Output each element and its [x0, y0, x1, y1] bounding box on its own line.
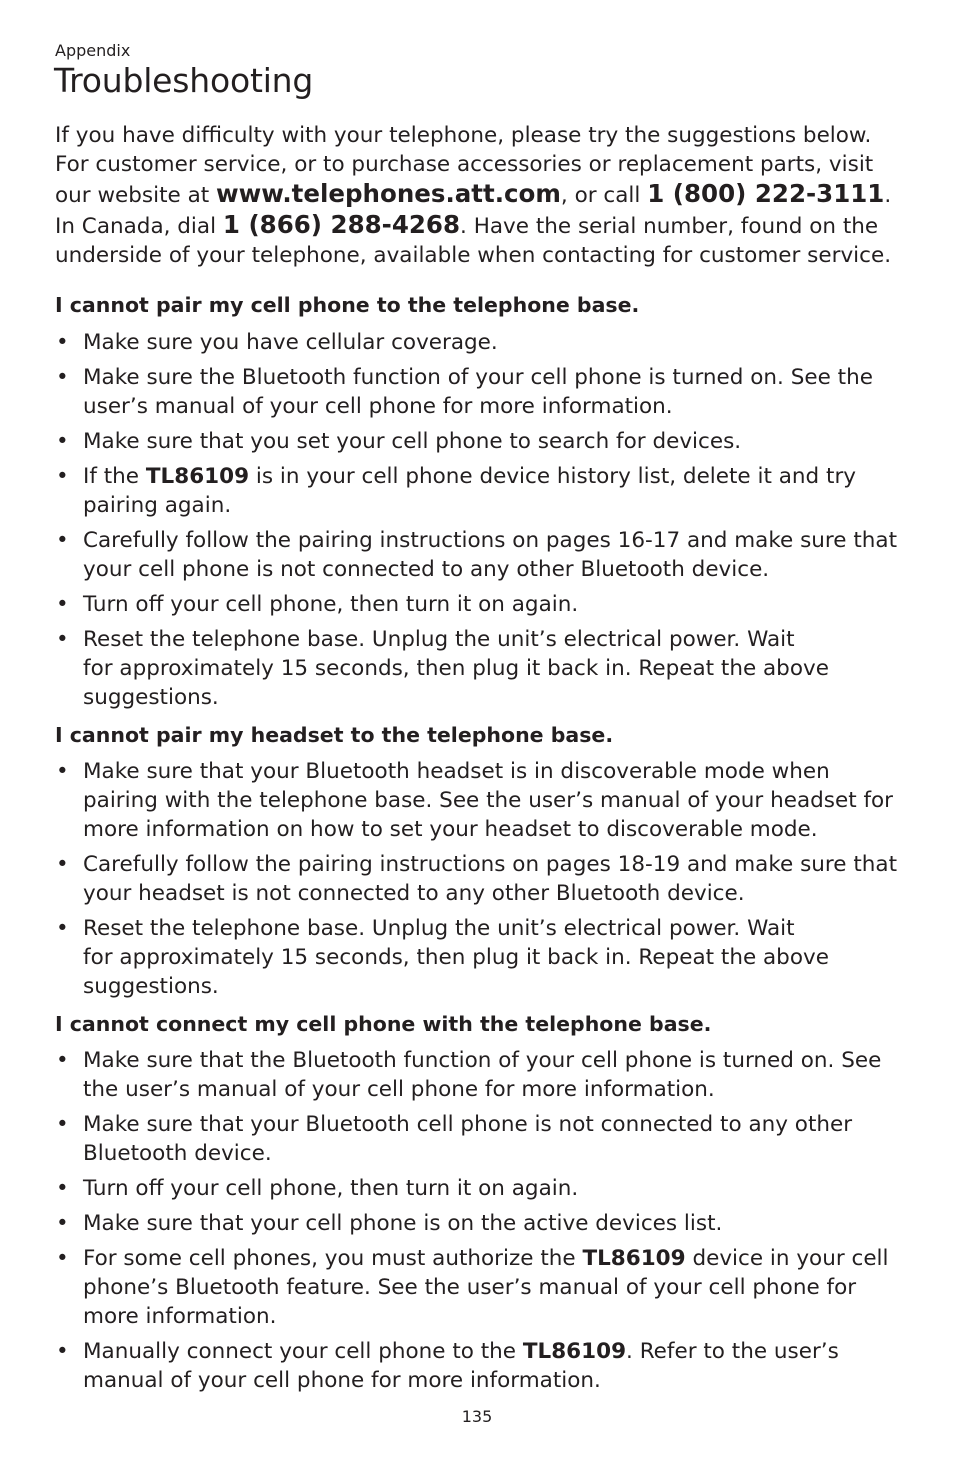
- intro-text: underside of your telephone, available when contacting for customer service.: [55, 243, 892, 268]
- section-heading: I cannot connect my cell phone with the telephone base.: [55, 1012, 712, 1036]
- list-item-text: Reset the telephone base. Unplug the unit’s electrical power. Wait: [83, 627, 795, 652]
- list-item-text: Make sure that your Bluetooth cell phone is not connected to any other Bluetooth device.: [83, 1112, 853, 1166]
- list-item-text: Make sure you have cellular coverage.: [83, 330, 498, 355]
- page-number: 135: [461, 1407, 493, 1426]
- intro-text: For customer service, or to purchase accessories or replacement parts, visit: [55, 152, 874, 177]
- intro-paragraph: [55, 121, 900, 270]
- suggestion-list: [55, 328, 900, 712]
- phone-number-canada: 1 (866) 288-4268: [222, 210, 461, 239]
- list-item-text: Carefully follow the pairing instructions on pages 16-17 and make sure that your cell phone is not connected to any other Bluetooth device.: [83, 528, 898, 582]
- intro-text: our website at: [55, 183, 217, 208]
- intro-text: If you have difficulty with your telephone, please try the suggestions below.: [55, 123, 872, 148]
- list-item-text: Make sure that the Bluetooth function of your cell phone is turned on. See the user’s manual of your cell phone for more information.: [83, 1048, 882, 1102]
- manual-page: [55, 40, 900, 1395]
- list-item: [55, 1046, 900, 1104]
- phone-number-us: 1 (800) 222-3111: [647, 179, 885, 208]
- section-heading: I cannot pair my headset to the telephone base.: [55, 723, 614, 747]
- list-item: [55, 328, 900, 357]
- list-item-text: for approximately 15 seconds, then plug it back in. Repeat the above suggestions.: [83, 945, 829, 999]
- model-number: TL86109: [582, 1246, 686, 1271]
- list-item-text: Reset the telephone base. Unplug the unit’s electrical power. Wait: [83, 916, 795, 941]
- intro-text: In Canada, dial: [55, 214, 223, 239]
- section-heading: I cannot pair my cell phone to the telephone base.: [55, 293, 640, 317]
- list-item: [55, 363, 900, 421]
- list-item-text: . Refer to the user’s manual of your cell phone for more information.: [83, 1339, 839, 1393]
- list-item: [55, 427, 900, 456]
- list-item-text: Turn off your cell phone, then turn it on again.: [83, 1176, 579, 1201]
- model-number: TL86109: [145, 464, 250, 489]
- list-item: [55, 625, 900, 712]
- list-item-text: for approximately 15 seconds, then plug it back in. Repeat the above suggestions.: [83, 656, 829, 710]
- list-item: [55, 850, 900, 908]
- intro-text: . Have the serial number, found on the: [460, 214, 879, 239]
- list-item: [55, 462, 900, 520]
- suggestion-list: [55, 757, 900, 1001]
- model-number: TL86109: [522, 1339, 627, 1364]
- list-item-text: Make sure that your Bluetooth headset is in discoverable mode when pairing with the telephone base. See the user’s manual of your headset for more information on how to set your headset to discoverable mode.: [83, 759, 894, 842]
- list-item-text: Manually connect your cell phone to the: [83, 1339, 523, 1364]
- list-item: [55, 1174, 900, 1203]
- list-item: [55, 526, 900, 584]
- page-title: Troubleshooting: [54, 61, 314, 100]
- list-item: [55, 1209, 900, 1238]
- list-item-text: Turn off your cell phone, then turn it on again.: [83, 592, 579, 617]
- list-item-text: device in your cell phone’s Bluetooth feature. See the user’s manual of your cell phone for more information.: [83, 1246, 889, 1329]
- suggestion-list: [55, 1046, 900, 1395]
- intro-text: .: [884, 183, 892, 208]
- list-item: [55, 1110, 900, 1168]
- list-item: [55, 757, 900, 844]
- list-item: [55, 1337, 900, 1395]
- intro-text: , or call: [560, 183, 648, 208]
- list-item: [55, 914, 900, 1001]
- list-item-text: is in your cell phone device history list, delete it and try pairing again.: [83, 464, 857, 518]
- list-item-text: If the: [83, 464, 146, 489]
- website-url: www.telephones.att.com: [216, 179, 561, 208]
- list-item-text: Make sure the Bluetooth function of your cell phone is turned on. See the user’s manual of your cell phone for more information.: [83, 365, 873, 419]
- section-label: Appendix: [55, 41, 131, 60]
- list-item: [55, 590, 900, 619]
- list-item-text: For some cell phones, you must authorize the: [83, 1246, 583, 1271]
- list-item: [55, 1244, 900, 1331]
- list-item-text: Carefully follow the pairing instructions on pages 18-19 and make sure that your headset is not connected to any other Bluetooth device.: [83, 852, 898, 906]
- list-item-text: Make sure that your cell phone is on the active devices list.: [83, 1211, 723, 1236]
- list-item-text: Make sure that you set your cell phone to search for devices.: [83, 429, 742, 454]
